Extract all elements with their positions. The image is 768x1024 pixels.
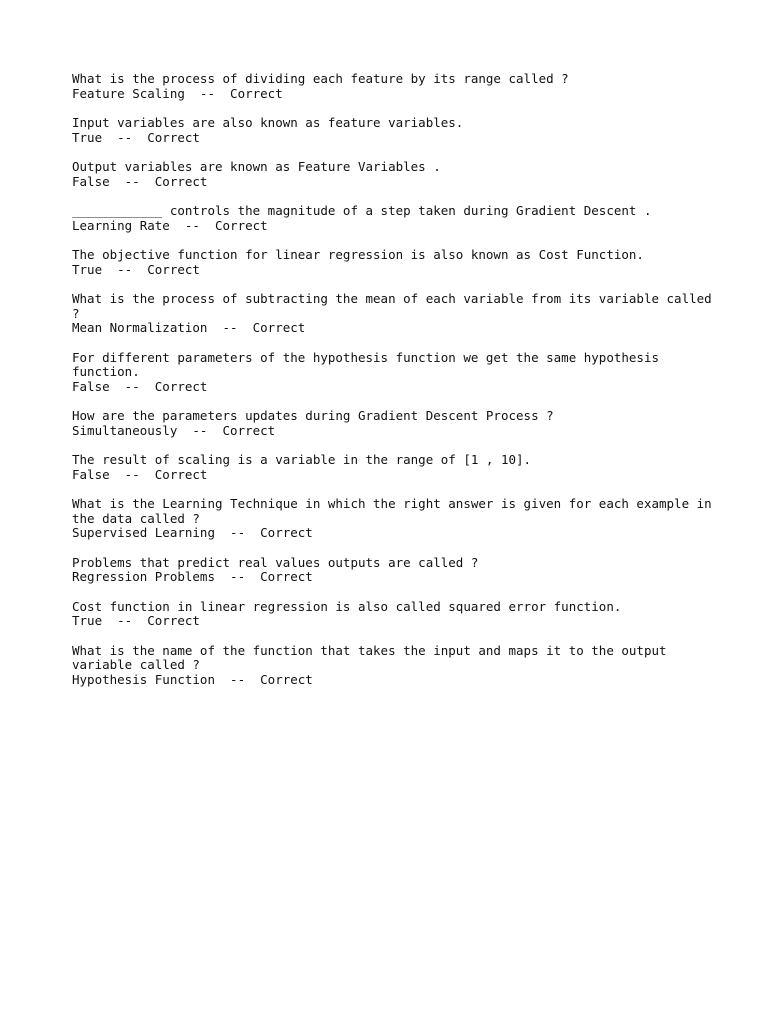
quiz-item xyxy=(72,556,712,585)
answer-text: False -- Correct xyxy=(72,378,208,394)
question-text: Problems that predict real values outputs are called ? xyxy=(72,554,479,570)
question-text: For different parameters of the hypothesis function we get the same hypothesis function. xyxy=(72,349,667,379)
answer-text: Mean Normalization -- Correct xyxy=(72,320,306,335)
question-text: What is the process of dividing each feature by its range called ? xyxy=(72,71,569,86)
question-text: Input variables are also known as feature variables. xyxy=(72,115,464,130)
quiz-item xyxy=(72,291,720,336)
quiz-item xyxy=(72,248,712,277)
answer-text: Regression Problems -- Correct xyxy=(72,569,313,584)
answer-text: False -- Correct xyxy=(72,466,208,482)
question-text: ____________ controls the magnitude of a step taken during Gradient Descent . xyxy=(72,203,652,218)
answer-text: True -- Correct xyxy=(72,129,200,145)
quiz-item xyxy=(72,72,712,101)
answer-text: Hypothesis Function -- Correct xyxy=(72,671,313,687)
question-text: Cost function in linear regression is also called squared error function. xyxy=(72,598,622,614)
answer-text: True -- Correct xyxy=(72,261,200,277)
quiz-document xyxy=(72,71,720,702)
quiz-item xyxy=(72,116,712,145)
question-text: The objective function for linear regression is also known as Cost Function. xyxy=(72,247,644,262)
answer-text: Simultaneously -- Correct xyxy=(72,422,276,438)
quiz-item xyxy=(72,453,712,482)
answer-text: Learning Rate -- Correct xyxy=(72,217,268,233)
quiz-item xyxy=(72,204,712,233)
question-text: What is the process of subtracting the mean of each variable from its variable called ? xyxy=(72,291,720,321)
question-text: What is the name of the function that takes the input and maps it to the output variable called ? xyxy=(72,642,675,672)
question-text: The result of scaling is a variable in the range of [1 , 10]. xyxy=(72,452,532,467)
question-text: Output variables are known as Feature Variables . xyxy=(72,159,441,174)
quiz-item xyxy=(72,409,712,438)
quiz-item xyxy=(72,644,712,688)
quiz-item xyxy=(72,600,712,629)
answer-text: False -- Correct xyxy=(72,173,208,189)
answer-text: Supervised Learning -- Correct xyxy=(72,525,313,540)
quiz-item xyxy=(72,351,712,395)
question-text: What is the Learning Technique in which the right answer is given for each example in the data called ? xyxy=(72,496,720,526)
quiz-item xyxy=(72,496,720,541)
question-text: How are the parameters updates during Gradient Descent Process ? xyxy=(72,408,554,423)
quiz-item xyxy=(72,160,712,189)
answer-text: True -- Correct xyxy=(72,613,200,628)
answer-text: Feature Scaling -- Correct xyxy=(72,85,283,101)
